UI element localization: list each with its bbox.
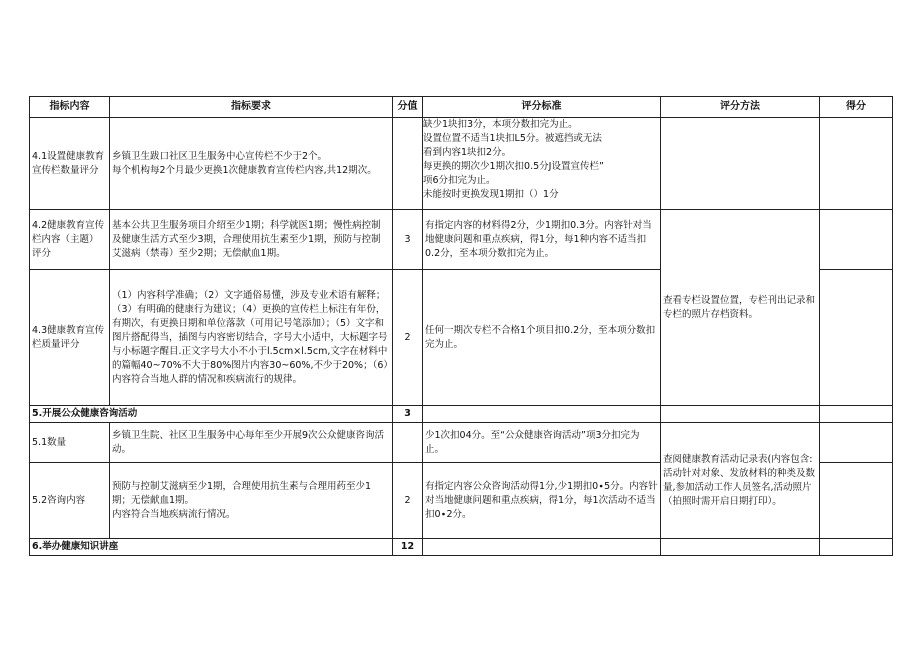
scoring-table (29, 96, 893, 556)
standard-cell (423, 118, 661, 210)
header-indicator: 指标内容 (30, 97, 110, 118)
method-cell: 查阅健康教育活动记录表(内容包含:活动针对对象、发放材料的种类及数量,参加活动工作人员签名,活动照片（拍照时需开启日期打印）。 (661, 423, 820, 539)
requirement-cell: 基本公共卫生服务项目介绍至少1期；科学就医1期；慢性病控制及健康生活方式至少3期，合理使用抗生素至少1期，预防与控制艾滋病（禁毒）至少2期；无偿献血1期。 (110, 210, 393, 270)
points-cell (820, 406, 893, 423)
standard-line: 每更换的期次少1期次扣0.5分J设置宣传栏” (423, 161, 604, 172)
standard-cell (423, 539, 661, 556)
header-score: 分值 (393, 97, 423, 118)
points-cell (820, 210, 893, 270)
standard-cell: 有指定内容公众咨询活动得1分,少1期扣0∙5分。内容针对当地健康问题和重点疾病，得1分，每1次活动不适当扣0∙2分。 (423, 463, 661, 539)
points-cell (820, 539, 893, 556)
method-cell-empty (661, 118, 820, 210)
requirement-line: 预防与控制艾滋病至少1期，合理使用抗生素与合理用药至少1期；无偿献血1期。 (112, 480, 372, 506)
score-cell: 2 (393, 463, 423, 539)
method-cell: 查看专栏设置位置，专栏刊出记录和专栏的照片存档资料。 (661, 210, 820, 406)
requirement-line: 乡镇卫生跋口社区卫生服务中心宣传栏不少于2个。 (112, 150, 328, 162)
header-requirement: 指标要求 (110, 97, 393, 118)
requirement-line: 每个机构每2个月最少更换1次健康教育宣传栏内容,共12期次。 (112, 164, 377, 176)
table-row (30, 118, 893, 210)
requirement-line: 内容符合当地疾病流行情况。 (112, 508, 236, 520)
requirement-cell: 乡镇卫生院、社区卫生服务中心每年至少开展9次公众健康咨询活动。 (110, 423, 393, 463)
points-cell (820, 423, 893, 463)
requirement-cell: （1）内容科学准确；（2）文字通俗易懂，涉及专业术语有解释；（3）有明确的健康行为建议；（4）更换的宣传栏上标注有年份，有期次，有更换日期和单位落款（可用记号笔添加）；（5）文字和图片搭配得当，插图与内容密切结合，字号大小适中，大标题字号与小标题字醒目.正文字号大小不小于l.5cm×l.5cm,文字在材料中的篇幅40~70%不大于80%图片内容30~60%,不少于20%；（6）内容符合当地人群的情况和疾病流行的规律。 (110, 270, 393, 406)
standard-cell: 任何一期次专栏不合格1个项目扣0.2分，至本项分数扣完为止。 (423, 270, 661, 406)
method-cell (661, 539, 820, 556)
score-cell: 2 (393, 270, 423, 406)
standard-line: 项6分扣完为止。 (423, 175, 496, 186)
header-standard: 评分标准 (423, 97, 661, 118)
header-method: 评分方法 (661, 97, 820, 118)
score-cell (393, 118, 423, 210)
table-row (30, 210, 893, 270)
table-row (30, 423, 893, 463)
points-cell (820, 118, 893, 210)
points-cell (820, 463, 893, 539)
requirement-cell (110, 118, 393, 210)
section-title: 6.举办健康知识讲座 (30, 539, 393, 556)
standard-line: 缺少1块扣3分，本项分数扣完为止。 (423, 119, 578, 130)
standard-line: 未能按时更换发现1期扣（）1分 (423, 189, 559, 200)
score-cell: 3 (393, 210, 423, 270)
indicator-cell: 5.1数量 (30, 423, 110, 463)
section-title: 5.开展公众健康咨询活动 (30, 406, 393, 423)
standard-cell: 少1次扣04分。至“公众健康咨询活动”项3分扣完为止。 (423, 423, 661, 463)
section-score: 3 (393, 406, 423, 423)
header-points: 得分 (820, 97, 893, 118)
section-score: 12 (393, 539, 423, 556)
score-cell (393, 423, 423, 463)
standard-line: 看到内容1块扣2分。 (423, 147, 512, 158)
section-row (30, 539, 893, 556)
standard-cell (423, 406, 661, 423)
indicator-cell: 5.2咨询内容 (30, 463, 110, 539)
indicator-cell: 4.2健康教育宣传栏内容（主题）评分 (30, 210, 110, 270)
points-cell (820, 270, 893, 406)
indicator-cell: 4.3健康教育宣传栏质量评分 (30, 270, 110, 406)
indicator-cell: 4.1设置健康教育宣传栏数量评分 (30, 118, 110, 210)
requirement-cell (110, 463, 393, 539)
standard-cell: 有指定内容的材料得2分，少1期扣0.3分。内容针对当地健康问题和重点疾病，得1分，每1种内容不适当扣0.2分，至本项分数扣完为止。 (423, 210, 661, 270)
header-row (30, 97, 893, 118)
standard-line: 设置位置不适当1块扣L5分。被遮挡或无法 (423, 133, 602, 144)
section-row (30, 406, 893, 423)
method-cell (661, 406, 820, 423)
